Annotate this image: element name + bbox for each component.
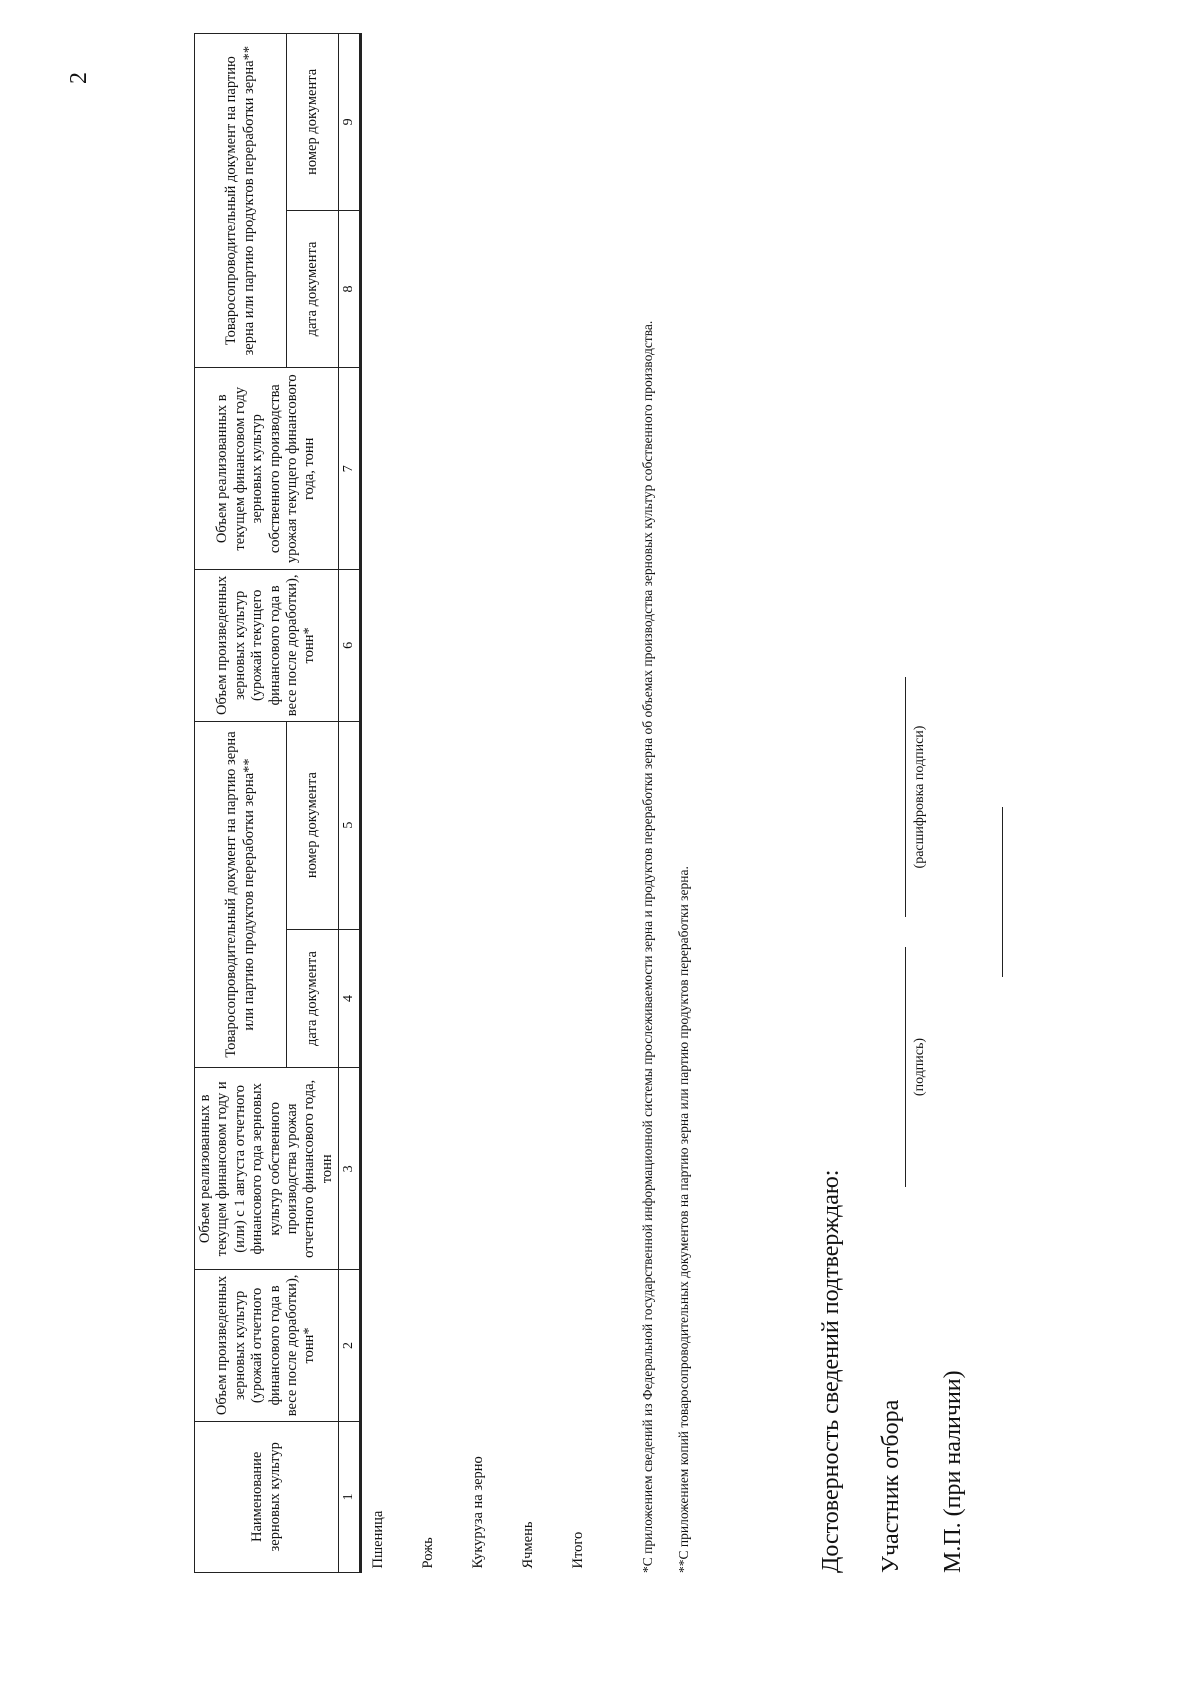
column-number-row: [339, 34, 361, 1573]
signature-decode-caption: (расшифровка подписи): [912, 725, 927, 869]
signature-decode-line: [905, 677, 906, 917]
column-number: 4: [339, 929, 361, 1068]
header-shipping-doc-group-2: Товаросопроводительный документ на партию зерна или партию продуктов переработки зерна**: [195, 34, 287, 368]
grain-table: [194, 33, 612, 1573]
header-produced-last-year: Объем произведенных зерновых культур (урожай отчетного финансового года в весе после доработки), тонн*: [195, 1270, 339, 1421]
footnote-2: **С приложением копий товаросопроводительных документов на партию зерна или партию продуктов переработки зерна.: [676, 866, 691, 1573]
column-number: 5: [339, 721, 361, 929]
header-sold-current-year: Объем реализованных в текущем финансовом году зерновых культур собственного производства урожая текущего финансового года, тонн: [195, 368, 339, 570]
confirm-text: Достоверность сведений подтверждаю:: [818, 1169, 844, 1573]
row-crop-name: Кукуруза на зерно: [470, 1456, 487, 1569]
column-number: 3: [339, 1068, 361, 1270]
row-crop-name: Ячмень: [520, 1521, 537, 1569]
footnote-1: *С приложением сведений из Федеральной государственной информационной системы прослеживаемости зерна и продуктов переработки зерна об объемах производства зерновых культур собственного производства.: [640, 320, 655, 1573]
header-sold-last-year: Объем реализованных в текущем финансовом году и (или) с 1 августа отчетного финансового года зерновых культур собственного производства урожая отчетного финансового года, тонн: [195, 1068, 339, 1270]
table-row: [512, 34, 562, 1573]
stamp-line: [1002, 807, 1003, 977]
stamp-label: М.П. (при наличии): [940, 1370, 966, 1573]
header-shipping-doc-group-1: Товаросопроводительный документ на партию зерна или партию продуктов переработки зерна**: [195, 721, 287, 1068]
table-row: [412, 34, 462, 1573]
signature-caption: (подпись): [912, 1037, 927, 1097]
participant-label: Участник отбора: [878, 1399, 904, 1573]
column-number: 8: [339, 210, 361, 368]
table-row: [361, 34, 413, 1573]
row-total: Итого: [570, 1531, 587, 1569]
column-number: 1: [339, 1421, 361, 1572]
table-row: [462, 34, 512, 1573]
header-produced-current-year: Объем произведенных зерновых культур (урожай текущего финансового года в весе после доработки), тонн*: [195, 570, 339, 721]
signature-line: [905, 947, 906, 1187]
column-number: 6: [339, 570, 361, 721]
header-doc-number-2: номер документа: [287, 34, 339, 211]
row-crop-name: Пшеница: [370, 1510, 387, 1569]
column-number: 2: [339, 1270, 361, 1421]
header-doc-date-1: дата документа: [287, 929, 339, 1068]
table-row: [562, 34, 612, 1573]
header-doc-number-1: номер документа: [287, 721, 339, 929]
header-doc-date-2: дата документа: [287, 210, 339, 368]
column-number: 9: [339, 34, 361, 211]
row-crop-name: Рожь: [420, 1537, 437, 1569]
page-number: 2: [66, 72, 92, 84]
header-crop-name: Наименование зерновых культур: [195, 1421, 339, 1572]
column-number: 7: [339, 368, 361, 570]
